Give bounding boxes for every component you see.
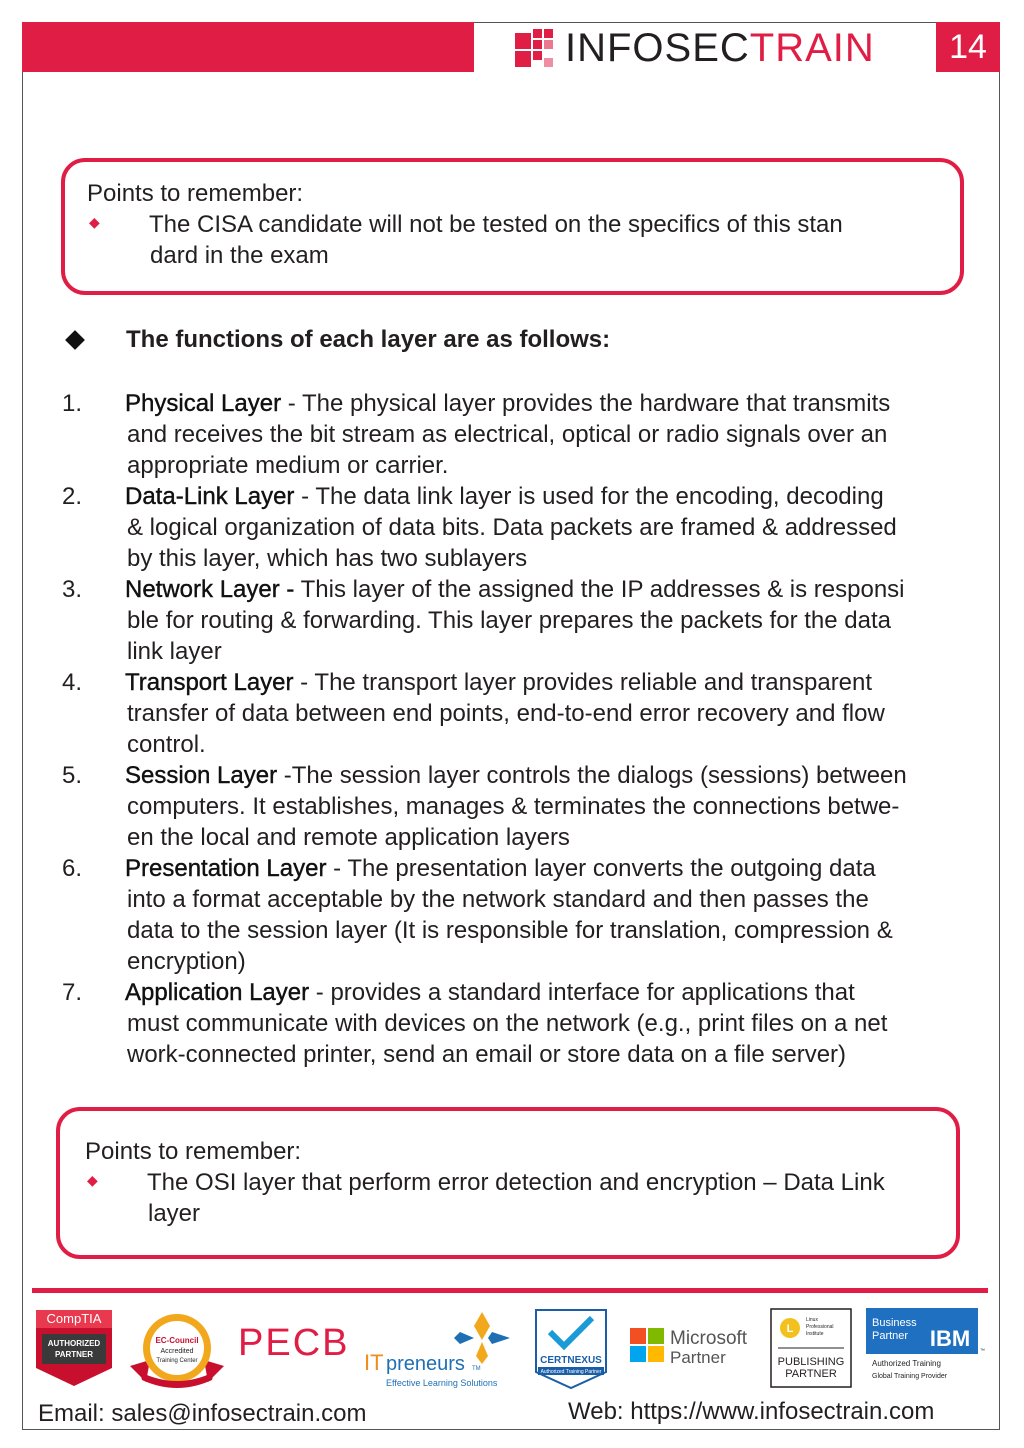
microsoft-partner-logo: [630, 1326, 756, 1366]
footer-divider: [32, 1288, 988, 1293]
svg-text:Accredited: Accredited: [160, 1348, 194, 1355]
note1-bullet-icon: ◆: [89, 214, 100, 230]
itpreneurs-logo: [362, 1308, 518, 1392]
svg-text:Linux: Linux: [806, 1317, 818, 1323]
svg-text:™: ™: [980, 1348, 985, 1354]
ec-council-logo: [124, 1310, 230, 1390]
svg-text:AUTHORIZED: AUTHORIZED: [47, 1339, 101, 1348]
svg-text:EC-Council: EC-Council: [155, 1336, 199, 1345]
svg-text:preneurs: preneurs: [386, 1353, 465, 1375]
note1-line-2: dard in the exam: [150, 242, 329, 269]
svg-text:Effective Learning Solutions: Effective Learning Solutions: [386, 1378, 498, 1388]
pecb-logo: PECB: [238, 1322, 350, 1364]
svg-text:Partner: Partner: [670, 1348, 726, 1366]
certnexus-logo: [530, 1306, 612, 1390]
svg-text:Authorized Training Partner: Authorized Training Partner: [540, 1369, 602, 1375]
note2-line-2: layer: [148, 1200, 201, 1227]
svg-text:L: L: [786, 1323, 794, 1335]
note2-bullet-icon: ◆: [87, 1172, 98, 1188]
svg-text:CompTIA: CompTIA: [46, 1311, 102, 1326]
svg-text:Authorized Training: Authorized Training: [872, 1359, 941, 1368]
svg-text:IBM: IBM: [929, 1326, 971, 1351]
svg-text:Business: Business: [872, 1317, 917, 1329]
svg-text:PARTNER: PARTNER: [54, 1350, 94, 1359]
diamond-bullet-icon: [65, 330, 85, 350]
footer-email[interactable]: Email: sales@infosectrain.com: [38, 1400, 367, 1427]
lpi-publishing-partner-logo: [770, 1308, 852, 1388]
svg-text:CERTNEXUS: CERTNEXUS: [540, 1355, 602, 1366]
infosectrain-logo: [515, 25, 875, 70]
svg-text:PUBLISHING: PUBLISHING: [777, 1356, 845, 1368]
svg-text:Microsoft: Microsoft: [670, 1328, 748, 1349]
svg-text:Professional: Professional: [806, 1324, 834, 1330]
note2-title: Points to remember:: [85, 1138, 302, 1165]
svg-text:Global Training Provider: Global Training Provider: [872, 1373, 948, 1380]
svg-text:PARTNER: PARTNER: [785, 1368, 837, 1380]
note1-title: Points to remember:: [87, 180, 304, 207]
footer-web-link[interactable]: Web: https://www.infosectrain.com: [568, 1398, 935, 1425]
note2-line-1: The OSI layer that perform error detection and encryption – Data Link: [147, 1169, 885, 1196]
section-heading: The functions of each layer are as follows:: [62, 326, 610, 354]
svg-text:Institute: Institute: [806, 1331, 824, 1337]
page-number: 14: [936, 22, 1000, 72]
svg-text:IT: IT: [364, 1350, 384, 1375]
brand-name: INFOSECTRAIN: [565, 25, 875, 70]
header-red-bar: [22, 22, 474, 72]
comptia-logo: [34, 1308, 114, 1388]
note1-line-1: The CISA candidate will not be tested on the specifics of this stan: [149, 211, 843, 238]
infosectrain-logo-icon: [515, 29, 553, 67]
svg-text:Partner: Partner: [872, 1330, 909, 1342]
svg-text:TM: TM: [472, 1366, 481, 1372]
ibm-business-partner-logo: [866, 1308, 986, 1388]
svg-text:Training Center: Training Center: [156, 1358, 198, 1364]
